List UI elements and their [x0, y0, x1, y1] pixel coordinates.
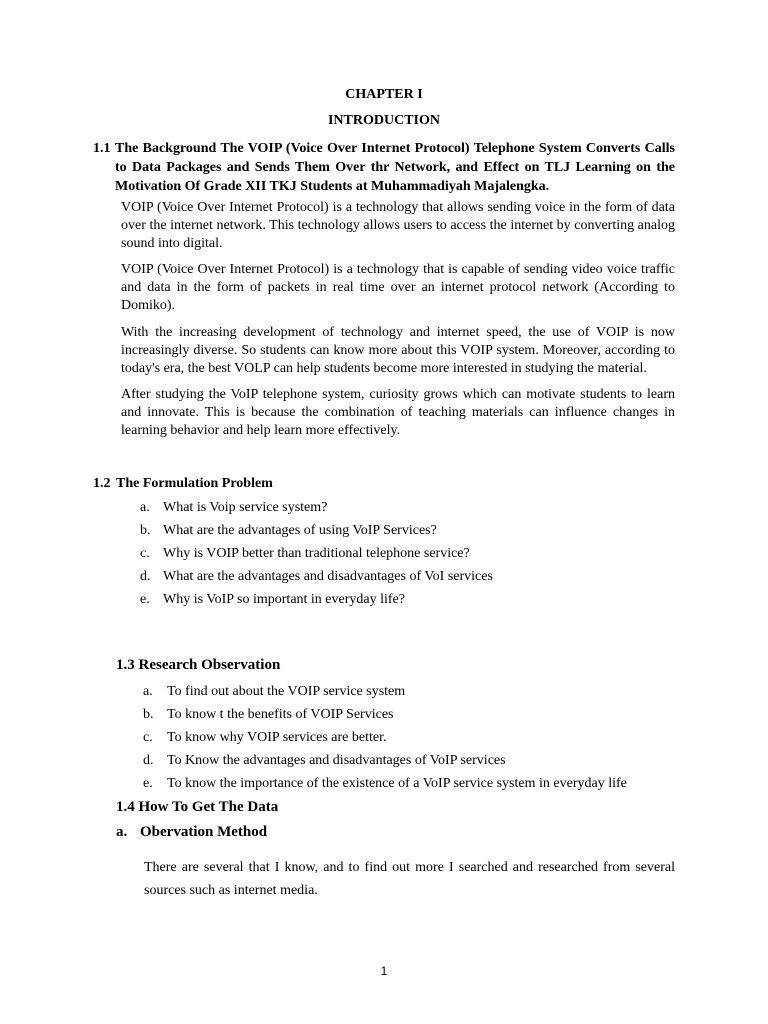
section-1-1-heading	[93, 139, 675, 196]
section-1-2-title: The Formulation Problem	[116, 476, 273, 491]
chapter-heading: CHAPTER I	[345, 87, 423, 102]
background-paragraph-4: After studying the VoIP telephone system, curiosity grows which can motivate students to learn and innovate. This is because the combination of teaching materials can influence changes in learning behavior and help learn more effectively.	[121, 387, 675, 438]
page-number: 1	[380, 964, 388, 978]
section-1-4-heading: 1.4 How To Get The Data	[116, 799, 279, 815]
list-item-text: To know the importance of the existence of a VoIP service system in everyday life	[167, 776, 627, 791]
list-item-text: To Know the advantages and disadvantages of VoIP services	[167, 753, 506, 768]
list-item-letter: e.	[140, 592, 150, 607]
list-item-letter: e.	[143, 776, 153, 791]
list-item-letter: c.	[140, 546, 150, 561]
list-item-text: What are the advantages and disadvantages of VoI services	[163, 569, 493, 584]
background-paragraph-1: VOIP (Voice Over Internet Protocol) is a technology that allows sending voice in the form of data over the internet network. This technology allows users to access the internet by converting analog sound into digital.	[121, 200, 675, 251]
list-item-letter: b.	[140, 523, 151, 538]
list-item-text: To find out about the VOIP service system	[167, 684, 406, 699]
list-item-letter: b.	[143, 707, 154, 722]
list-item-letter: a.	[140, 500, 150, 515]
list-item-letter: d.	[140, 569, 151, 584]
list-item-text: Why is VoIP so important in everyday life?	[163, 592, 405, 607]
section-1-2-heading	[93, 476, 273, 492]
list-item-text: To know why VOIP services are better.	[167, 730, 387, 745]
introduction-heading: INTRODUCTION	[327, 113, 440, 128]
observation-method-title: Obervation Method	[140, 824, 268, 840]
list-item-letter: c.	[143, 730, 153, 745]
section-1-1-title: The Background The VOIP (Voice Over Internet Protocol) Telephone System Converts Calls to Data Packages and Sends Them Over thr Network, and Effect on TLJ Learning on the Motivation Of Grade XII TKJ Students at Muhammadiyah Majalengka.	[115, 141, 675, 194]
section-1-1-number: 1.1	[93, 141, 111, 156]
observation-method-heading	[116, 824, 267, 841]
observation-method-letter: a.	[116, 824, 128, 840]
list-item-text: Why is VOIP better than traditional telephone service?	[163, 546, 470, 561]
background-paragraph-3: With the increasing development of technology and internet speed, the use of VOIP is now increasingly diverse. So students can know more about this VOIP system. Moreover, according to today's era, the best VOLP can help students become more interested in studying the material.	[121, 325, 675, 376]
observation-method-paragraph: There are several that I know, and to find out more I searched and researched from several sources such as internet media.	[144, 860, 675, 898]
list-item-text: To know t the benefits of VOIP Services	[167, 707, 394, 722]
section-1-3-heading: 1.3 Research Observation	[116, 657, 281, 673]
list-item-text: What is Voip service system?	[163, 500, 328, 515]
section-1-2-number: 1.2	[93, 476, 111, 491]
list-item-text: What are the advantages of using VoIP Services?	[163, 523, 437, 538]
list-item-letter: a.	[143, 684, 153, 699]
background-paragraph-2: VOIP (Voice Over Internet Protocol) is a technology that is capable of sending video voice traffic and data in the form of packets in real time over an internet protocol network (According to Domiko).	[121, 262, 675, 313]
list-item-letter: d.	[143, 753, 154, 768]
